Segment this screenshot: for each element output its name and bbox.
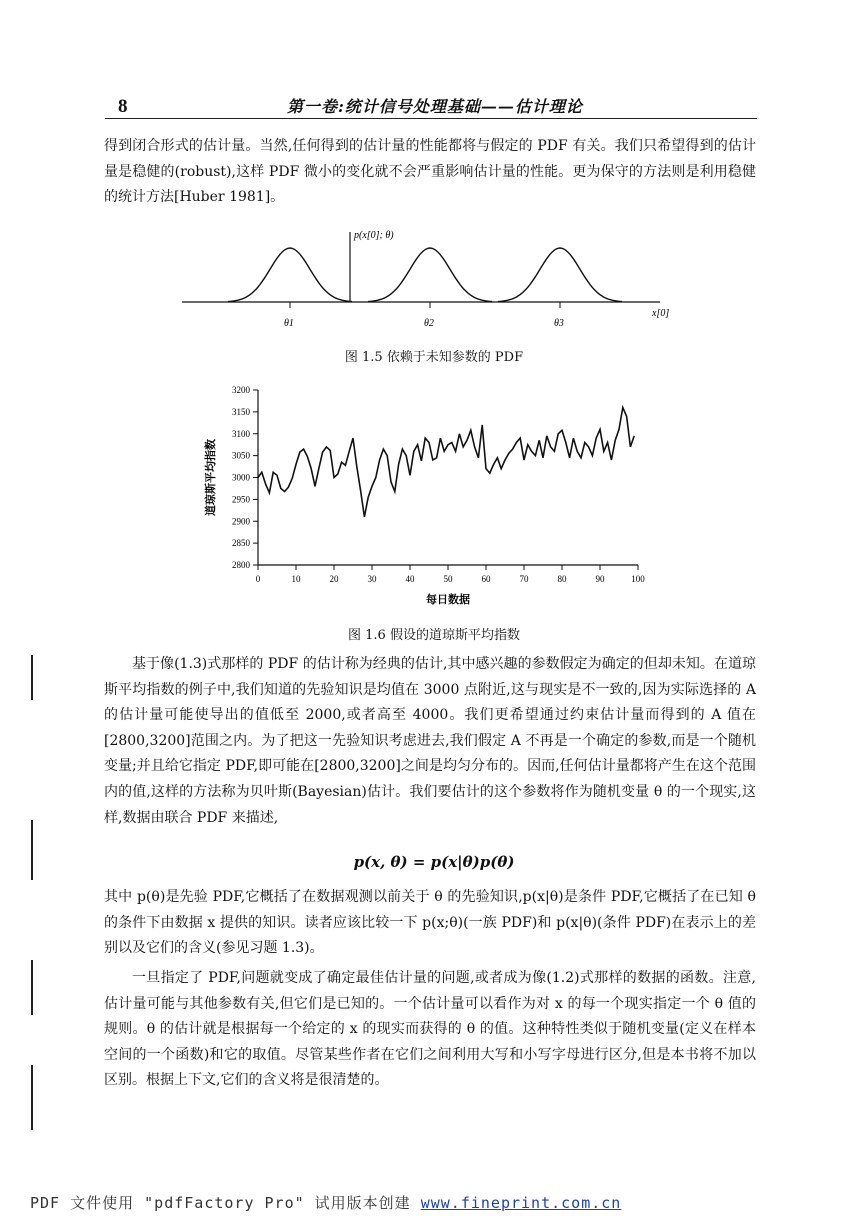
chart-axes [258, 390, 638, 565]
fig15-pdf-curve-1 [228, 248, 352, 302]
margin-change-bar [31, 960, 33, 1015]
x-tick-label: 30 [367, 574, 377, 584]
footer-link[interactable]: www.fineprint.com.cn [420, 1194, 622, 1212]
y-tick-label: 3150 [232, 406, 250, 417]
paragraph-2-text: 基于像(1.3)式那样的 PDF 的估计称为经典的估计,其中感兴趣的参数假定为确定的但却未知。在道琼斯平均指数的例子中,我们知道的先验知识是均值在 3000 点附近,这与现实是不一致的,因为实际选择的 A 的估计量可能使导出的值低至 2000,或者高至 4000。我们更希望通过约束估计量而得到的 A 值在[2800,3200]范围之内。为了把这一先验知识考虑进去,我们假定 A 不再是一个确定的参数,而是一个随机变量;并且给它指定 PDF,即可能在[2800,3200]之间是均匀分布的。因而,任何估计量都将产生在这个范围内的值,这样的方法称为贝叶斯(Bayesian)估计。我们要估计的这个参数将作为随机变量 θ 的一个现实,这样,数据由联合 PDF 来描述, [104, 656, 756, 826]
x-tick-label: 70 [519, 574, 529, 584]
y-tick-label: 2950 [232, 494, 250, 505]
figure-1-5-caption: 图 1.5 依赖于未知参数的 PDF [344, 350, 524, 365]
dow-series-line [258, 408, 634, 517]
x-tick-label: 0 [255, 574, 261, 584]
fig15-xlabel: x[0] [652, 308, 670, 319]
y-tick-label: 3200 [232, 385, 250, 395]
x-tick-label: 20 [329, 574, 339, 584]
margin-change-bar [31, 655, 33, 700]
x-tick-label: 80 [557, 574, 567, 584]
y-tick-label: 2900 [232, 516, 250, 527]
paragraph-4-text: 一旦指定了 PDF,问题就变成了确定最佳估计量的问题,或者成为像(1.2)式那样的数据的函数。注意,估计量可能与其他参数有关,但它们是已知的。一个估计量可以看作为对 x 的每一个现实指定一个 θ 值的规则。θ 的估计就是根据每一个给定的 x 的现实而获得的 θ 的值。这种特性类似于随机变量(定义在样本空间的一个函数)和它的取值。尽管某些作者在它们之间利用大写和小写字母进行区分,但是本书将不加以区别。根据上下文,它们的含义将是很清楚的。 [104, 970, 756, 1089]
y-tick-label: 3050 [232, 450, 250, 461]
margin-change-bar [31, 820, 33, 880]
y-tick-label: 2800 [232, 560, 250, 570]
figure-1-6-chart [190, 380, 670, 610]
chart-ticks [232, 385, 645, 584]
paragraph-1 [104, 134, 756, 211]
paragraph-3 [104, 885, 756, 962]
y-tick-label: 3100 [232, 428, 250, 439]
fig15-pdf-curve-3 [498, 248, 622, 302]
paragraph-1-text: 得到闭合形式的估计量。当然,任何得到的估计量的性能都将与假定的 PDF 有关。我们只希望得到的估计量是稳健的(robust),这样 PDF 微小的变化就不会严重影响估计量的性能。更为保守的方法则是利用稳健的统计方法[Huber 1981]。 [104, 138, 756, 206]
x-tick-label: 90 [595, 574, 605, 584]
chart-ylabel: 道琼斯平均指数 [205, 439, 217, 516]
x-tick-label: 100 [631, 574, 645, 584]
paragraph-2 [104, 652, 756, 831]
fig15-theta2-label: θ2 [424, 318, 434, 329]
fig15-pdf-curve-2 [368, 248, 492, 302]
page-number: 8 [118, 96, 128, 117]
y-tick-label: 3000 [232, 472, 250, 483]
x-tick-label: 10 [291, 574, 301, 584]
fig15-ylabel: p(x[0]; θ) [354, 230, 394, 241]
footer-text: PDF 文件使用 "pdfFactory Pro" 试用版本创建 [30, 1194, 421, 1212]
y-tick-label: 2850 [232, 538, 250, 549]
margin-change-bar [31, 1065, 33, 1130]
header-rule [105, 118, 757, 119]
figure-1-6-caption: 图 1.6 假设的道琼斯平均指数 [348, 628, 520, 643]
running-title: 第一卷:统计信号处理基础——估计理论 [287, 97, 583, 116]
paragraph-3-text: 其中 p(θ)是先验 PDF,它概括了在数据观测以前关于 θ 的先验知识,p(x|θ)是条件 PDF,它概括了在已知 θ 的条件下由数据 x 提供的知识。读者应该比较一下 p(x;θ)(一族 PDF)和 p(x|θ)(条件 PDF)在表示上的差别以及它们的含义(参见习题 1.3)。 [104, 889, 756, 957]
paragraph-4 [104, 966, 756, 1094]
figure-1-5 [170, 220, 690, 340]
x-tick-label: 50 [443, 574, 453, 584]
fig15-theta3-label: θ3 [554, 318, 564, 329]
fig15-theta1-label: θ1 [284, 318, 294, 329]
x-tick-label: 60 [481, 574, 491, 584]
x-tick-label: 40 [405, 574, 415, 584]
equation-joint-pdf: p(x, θ) = p(x|θ)p(θ) [353, 853, 515, 871]
footer-watermark [30, 1192, 621, 1213]
chart-xlabel: 每日数据 [426, 594, 470, 606]
